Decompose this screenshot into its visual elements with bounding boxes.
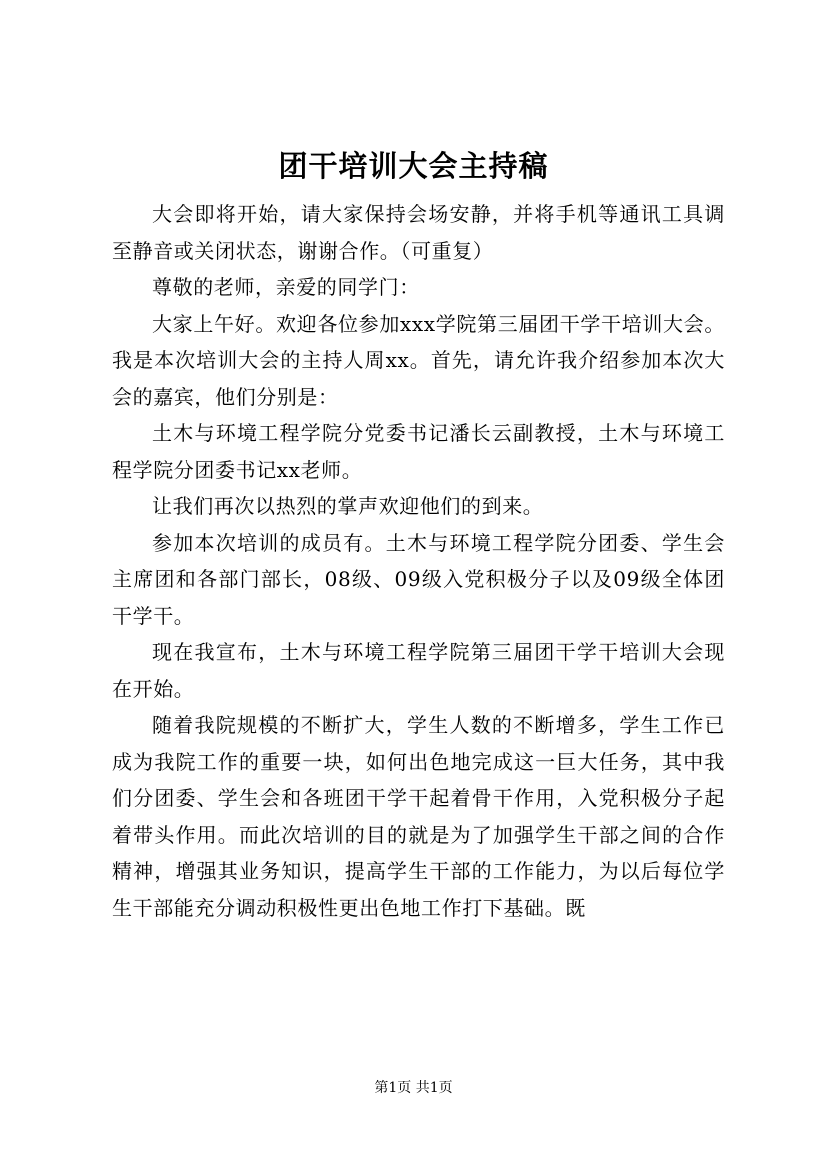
page-footer: 第1页 共1页 bbox=[374, 1080, 453, 1096]
paragraph-applause: 让我们再次以热烈的掌声欢迎他们的到来。 bbox=[152, 494, 544, 518]
paragraph-opening-notice: 大会即将开始，请大家保持会场安静，并将手机等通讯工具调至静音或关闭状态，谢谢合作。（可重复） bbox=[112, 202, 725, 263]
paragraph-participants: 参加本次培训的成员有。土木与环境工程学院分团委、学生会主席团和各部门部长，08级、09级入党积极分子以及09级全体团干学干。 bbox=[112, 530, 725, 628]
document-body bbox=[112, 196, 725, 926]
paragraph-guests: 土木与环境工程学院分党委书记潘长云副教授，土木与环境工程学院分团委书记xx老师。 bbox=[112, 421, 725, 482]
paragraph-salutation: 尊敬的老师，亲爱的同学门： bbox=[152, 275, 420, 299]
document-title: 团干培训大会主持稿 bbox=[278, 149, 549, 183]
paragraph-announcement: 现在我宣布，土木与环境工程学院第三届团干学干培训大会现在开始。 bbox=[112, 640, 725, 701]
paragraph-purpose: 随着我院规模的不断扩大，学生人数的不断增多，学生工作已成为我院工作的重要一块，如何出色地完成这一巨大任务，其中我们分团委、学生会和各班团干学干起着骨干作用，入党积极分子起着带头作用。而此次培训的目的就是为了加强学生干部之间的合作精神，增强其业务知识，提高学生干部的工作能力，为以后每位学生干部能充分调动积极性更出色地工作打下基础。既 bbox=[112, 713, 725, 920]
paragraph-welcome: 大家上午好。欢迎各位参加xxx学院第三届团干学干培训大会。我是本次培训大会的主持人周xx。首先，请允许我介绍参加本次大会的嘉宾，他们分别是： bbox=[112, 311, 725, 409]
